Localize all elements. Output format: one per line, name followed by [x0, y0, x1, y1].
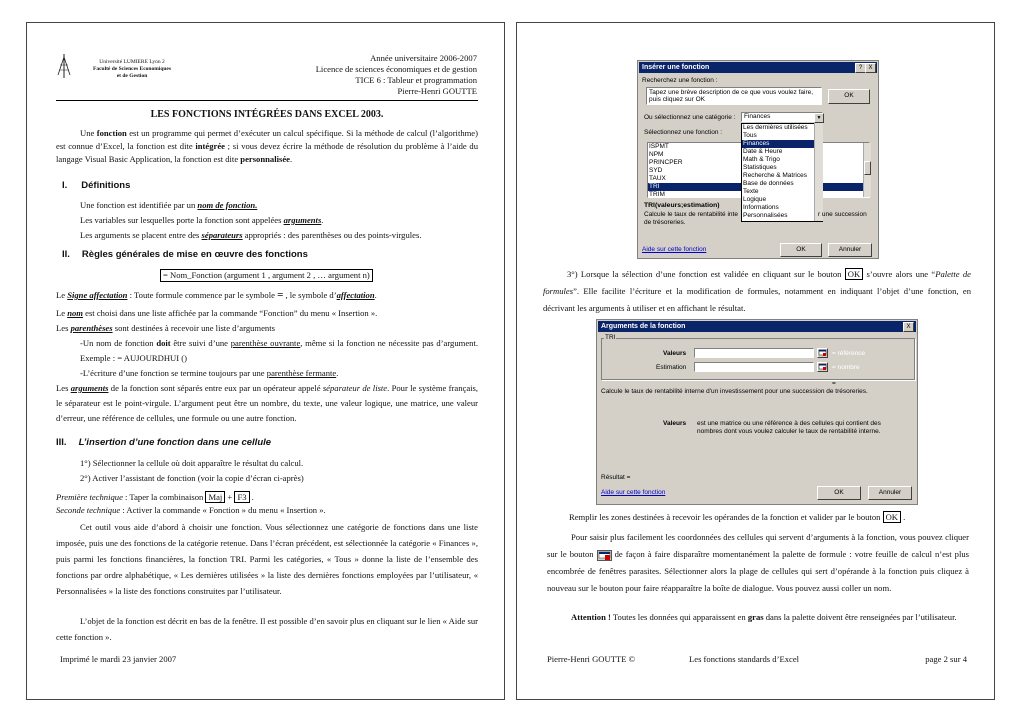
help-link[interactable]: Aide sur cette fonction	[642, 246, 707, 253]
definition-arguments: Les variables sur lesquelles porte la fonction sont appelées arguments.	[80, 215, 324, 225]
cancel-button[interactable]: Annuler	[868, 486, 912, 500]
function-item[interactable]: PRINCPER	[649, 159, 683, 166]
help-icon[interactable]: ?	[855, 63, 866, 73]
arg-estimation-label: Estimation	[656, 364, 687, 371]
header-line-2: Licence de sciences économiques et de gestion	[315, 64, 477, 74]
category-option[interactable]: Recherche & Matrices	[743, 172, 807, 179]
close-icon[interactable]: X	[903, 322, 914, 332]
cancel-button[interactable]: Annuler	[828, 243, 872, 257]
collapse-button-icon	[597, 550, 612, 561]
logo-faculty-line1: Faculté de Sciences Economiques	[92, 66, 172, 72]
arg-description-label: Valeurs	[663, 420, 687, 427]
rule-parentheses: Les parenthèses sont destinées à recevoir une liste d’arguments	[56, 323, 275, 333]
technique-1: Première technique : Taper la combinaison Maj + F3 .	[56, 492, 254, 502]
search-ok-button[interactable]: OK	[828, 89, 870, 104]
function-item-selected[interactable]: TRI	[648, 183, 869, 191]
arg-valeurs-input[interactable]	[694, 348, 814, 358]
search-label: Recherchez une fonction :	[642, 77, 718, 84]
function-item[interactable]: TAUX	[649, 175, 666, 182]
logo-university-name: Université LUMIERE Lyon 2	[99, 59, 165, 65]
collapse-paragraph: Pour saisir plus facilement les coordonnées des cellules qui servent d’arguments à la fonction, vous pouvez cliquer sur le bouton de façon à faire disparaître momentanément la palette de formule : votre feuille de calcul n’est plus encombrée de fenêtres parasites. Sélectionner alors la plage de cellules qui sert d’opérande à la fonction puis cliquez à nouveau sur le bouton pour faire réapparaître la boîte de dialogue. Vous pouvez aussi coller un nom.	[547, 532, 969, 593]
university-logo-icon	[55, 53, 73, 79]
collapse-dialog-icon[interactable]	[817, 348, 828, 358]
header-line-1: Année universitaire 2006-2007	[370, 53, 477, 63]
function-signature: TRI(valeurs;estimation)	[644, 202, 720, 209]
function-list-scrollbar[interactable]	[863, 143, 871, 197]
steps-block	[80, 456, 480, 486]
rule-name: Le nom est choisi dans une liste affichée par la commande “Fonction” du menu « Insertion ».	[56, 308, 378, 318]
chevron-down-icon[interactable]: ▼	[814, 113, 824, 123]
dialog-function-description: Calcule le taux de rentabilité interne d'un investissement pour une succession de trésoreries.	[601, 388, 868, 395]
page-footer-right: page 2 sur 4	[925, 654, 967, 664]
section-1-heading: I. Définitions	[62, 180, 131, 191]
category-option[interactable]: Base de données	[743, 180, 794, 187]
function-item[interactable]: NPM	[649, 151, 664, 158]
category-select[interactable]: Finances	[741, 112, 823, 122]
arguments-group	[601, 338, 915, 380]
page-header	[316, 53, 477, 97]
step-1: 1°) Sélectionner la cellule où doit apparaître le résultat du calcul.	[80, 458, 304, 468]
search-input[interactable]: Tapez une brève description de ce que vous voulez faire, puis cliquez sur OK	[646, 87, 822, 105]
header-line-3: TICE 6 : Tableur et programmation	[355, 75, 477, 85]
function-description: Calcule le taux de rentabilité inte r une succession de trésoreries.	[644, 211, 867, 226]
function-item[interactable]: SYD	[649, 167, 663, 174]
category-dropdown-scrollbar[interactable]	[814, 123, 823, 221]
arg-description: est une matrice ou une référence à des cellules qui contient des nombres dont vous voulez calculer le taux de rentabilité interne.	[697, 420, 881, 435]
result-equals: =	[832, 380, 836, 387]
palette-paragraph: 3°) Lorsque la sélection d’une fonction est validée en cliquant sur le bouton OK s’ouvre alors une “Palette de formules”. Elle facilite l’écriture et la modification de formules, notamment en indiquant l’objet d’une fonction, en décrivant les arguments à utiliser et en affichant le résultat.	[543, 269, 971, 313]
category-label: Ou sélectionnez une catégorie :	[644, 114, 736, 121]
category-option[interactable]: Informations	[743, 204, 779, 211]
header-line-4: Pierre-Henri GOUTTE	[397, 86, 477, 96]
rule-close-parenthesis: -L’écriture d’une fonction se termine toujours par une parenthèse fermante.	[80, 368, 339, 378]
key-maj: Maj	[205, 491, 225, 503]
function-item[interactable]: ISPMT	[649, 143, 669, 150]
help-link[interactable]: Aide sur cette fonction	[601, 489, 666, 496]
page-right	[516, 22, 995, 700]
function-arguments-dialog	[596, 319, 918, 505]
collapse-dialog-icon[interactable]	[817, 362, 828, 372]
ok-button[interactable]: OK	[780, 243, 822, 257]
techniques-block	[56, 491, 478, 517]
dialog-title-bar: Arguments de la fonction	[598, 321, 916, 332]
fill-zones-paragraph: Remplir les zones destinées à recevoir les opérandes de la fonction et valider par le bouton OK .	[569, 512, 906, 522]
category-option[interactable]: Personnalisées	[743, 212, 788, 219]
category-option-selected[interactable]: Finances	[742, 140, 822, 148]
header-divider	[56, 100, 478, 101]
page-left	[26, 22, 505, 700]
function-item[interactable]: TRIM	[649, 191, 665, 198]
arg-estimation-input[interactable]	[694, 362, 814, 372]
page-title: LES FONCTIONS INTÉGRÉES DANS EXCEL 2003.	[150, 109, 384, 120]
rule-assignment: Le Signe affectation : Toute formule commence par le symbole = , le symbole d’affectation.	[56, 289, 377, 301]
category-dropdown-list[interactable]	[741, 123, 823, 222]
arguments-group-label: TRI	[605, 334, 616, 341]
ok-key-inline: OK	[845, 268, 863, 280]
page-footer-left: Imprimé le mardi 23 janvier 2007	[60, 654, 177, 664]
scrollbar-thumb[interactable]	[864, 161, 871, 175]
section-3-heading: III. L’insertion d’une fonction dans une cellule	[56, 437, 272, 448]
function-label: Sélectionnez une fonction :	[644, 129, 723, 136]
function-syntax-box: = Nom_Fonction (argument 1 , argument 2 , … argument n)	[160, 269, 373, 282]
ok-key-inline: OK	[883, 511, 901, 523]
arg-valeurs-label: Valeurs	[663, 350, 687, 357]
category-option[interactable]: Les dernières utilisées	[743, 124, 808, 131]
category-option[interactable]: Logique	[743, 196, 767, 203]
rule-open-parenthesis: -Un nom de fonction doit être suivi d’une parenthèse ouvrante, même si la fonction ne nécessite pas d’argument. Exemple : = AUJOURDHUI ()	[80, 338, 478, 363]
step-2: 2°) Activer l’assistant de fonction (voir la copie d’écran ci-après)	[80, 473, 304, 483]
ok-button[interactable]: OK	[817, 486, 861, 500]
object-paragraph: L’objet de la fonction est décrit en bas de la fenêtre. Il est possible d’en savoir plus en cliquant sur le lien « Aide sur cette fonction ».	[56, 616, 478, 642]
definition-name: Une fonction est identifiée par un nom de fonction.	[80, 200, 258, 210]
definition-separators: Les arguments se placent entre des séparateurs appropriés : des parenthèses ou des points-virgules.	[80, 230, 422, 240]
page-footer-center: Les fonctions standards d’Excel	[689, 654, 800, 664]
close-icon[interactable]: X	[865, 63, 876, 73]
arg-valeurs-hint: = référence	[832, 350, 866, 357]
category-option[interactable]: Statistiques	[743, 164, 777, 171]
logo-faculty-line2: et de Gestion	[116, 73, 148, 79]
section-2-heading: II. Règles générales de mise en œuvre des fonctions	[62, 249, 308, 260]
dialog-title-bar: Insérer une fonction	[639, 62, 877, 73]
arg-estimation-hint: = nombre	[832, 364, 860, 371]
result-label: Résultat =	[601, 474, 631, 481]
category-option[interactable]: Date & Heure	[743, 148, 783, 155]
category-option[interactable]: Texte	[743, 188, 759, 195]
rule-arguments: Les arguments de la fonction sont séparés entre eux par un opérateur appelé séparateur de liste. Pour le système français, le séparateur est le point-virgule. L’argument peut être un nombre, du texte, une valeur logique, une matrice, une valeur d’erreur, une référence de cellules, une formule ou une autre fonction.	[56, 383, 479, 423]
insert-function-dialog	[637, 60, 879, 259]
technique-2: Seconde technique : Activer la commande « Fonction » du menu « Insertion ».	[56, 505, 326, 515]
attention-paragraph: Attention ! Toutes les données qui apparaissent en gras dans la palette doivent être renseignées par l’utilisateur.	[571, 612, 957, 622]
category-option[interactable]: Tous	[743, 132, 757, 139]
intro-paragraph: Une fonction est un programme qui permet d’exécuter un calcul spécifique. Si la méthode de calcul (l’algorithme) est connue d’Excel, la fonction est dite intégrée ; si vous devez écrire la méthode de résolution du problème à l’aide du langage Visual Basic Application, la fonction est dite personnalisée.	[56, 128, 478, 164]
category-option[interactable]: Math & Trigo	[743, 156, 780, 163]
definitions-block	[80, 198, 480, 243]
rules-block	[56, 288, 478, 426]
key-f3: F3	[234, 491, 249, 503]
tool-paragraph: Cet outil vous aide d’abord à choisir une fonction. Vous sélectionnez une catégorie de fonctions dans une liste imposée, puis une des fonctions de la catégorie retenue. Dans l’écran précédent, est sélectionnée la catégorie « Finances », puis parmi les fonctions financières, la fonction TRI. Parmi les catégories, « Tous » donne la liste de l’ensemble des fonctions par ordre alphabétique, « Les dernières utilisées » la liste des dernières fonctions employées par l’utilisateur, « Personnalisées » la liste des fonctions construites par l’utilisateur.	[56, 522, 478, 596]
page-footer-left: Pierre-Henri GOUTTE ©	[547, 654, 636, 664]
